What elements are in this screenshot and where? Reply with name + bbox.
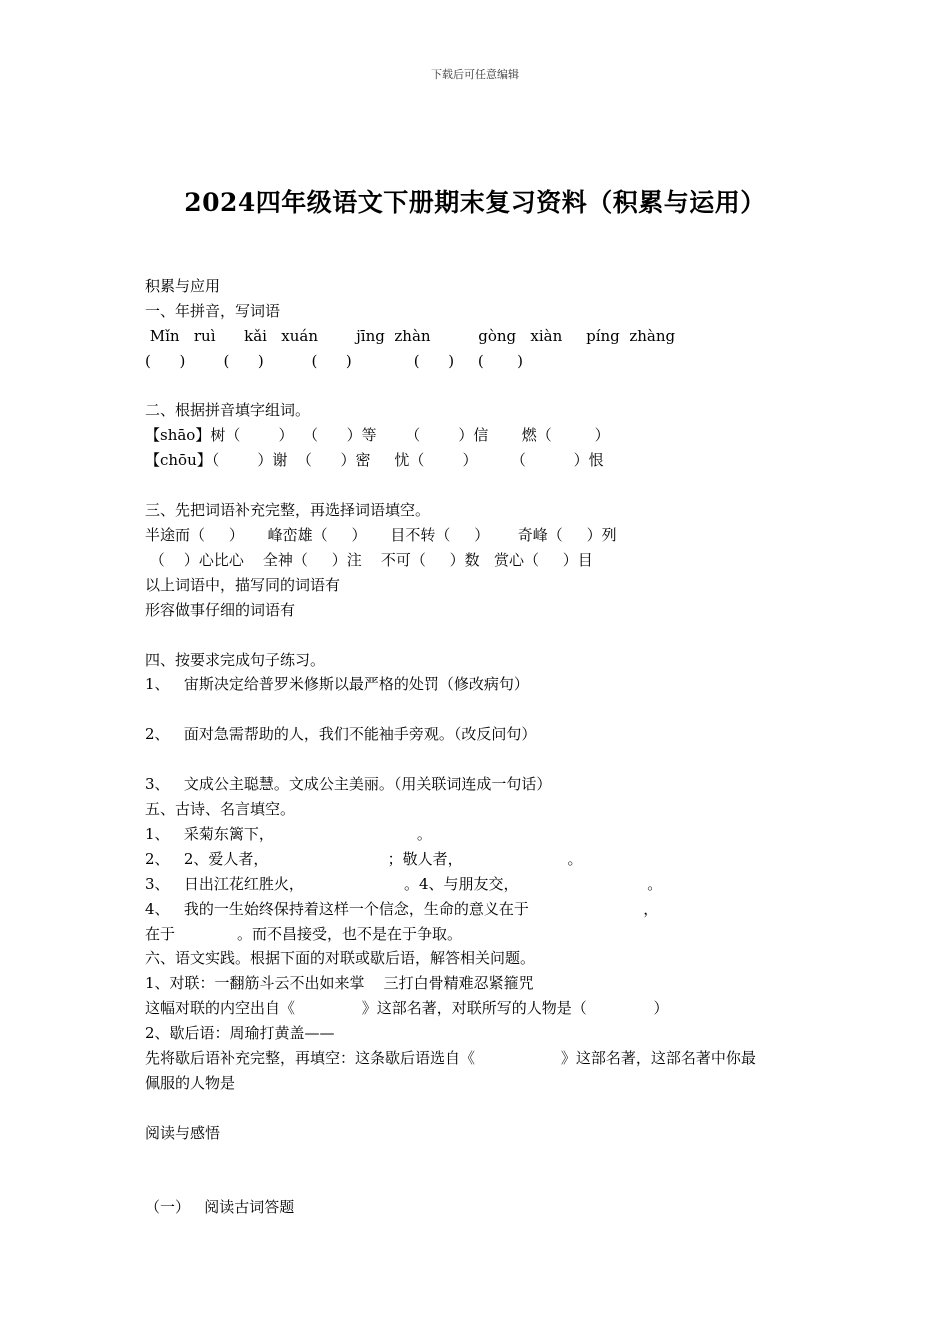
question-line: 以上词语中，描写同的词语有 — [145, 576, 341, 594]
question-line: 3、 文成公主聪慧。文成公主美丽。（用关联词连成一句话） — [145, 775, 552, 793]
page-header: 下载后可任意编辑 — [431, 68, 519, 81]
question-line: 这幅对联的内空出自《 》这部名著，对联所写的人物是（ ） — [145, 999, 669, 1017]
answer-blanks-line: ( ) ( ) ( ) ( ) ( ) — [145, 352, 523, 370]
question-heading: 三、先把词语补充完整，再选择词语填空。 — [145, 501, 431, 519]
question-line: 形容做事仔细的词语有 — [145, 601, 296, 619]
question-heading: 一、年拼音，写词语 — [145, 302, 281, 320]
question-line: 1、 采菊东篱下， 。 — [145, 825, 432, 843]
subsection-heading: （一） 阅读古词答题 — [145, 1198, 295, 1216]
question-line: 佩服的人物是 — [145, 1074, 236, 1092]
question-line: 【chōu】（ ）谢 （ ）密 忧（ ） （ ）恨 — [145, 451, 604, 469]
section-heading: 积累与应用 — [145, 277, 221, 295]
question-line: 先将歇后语补充完整，再填空：这条歇后语选自《 》这部名著，这部名著中你最 — [145, 1049, 756, 1067]
section-heading: 阅读与感悟 — [145, 1124, 221, 1142]
pinyin-line: Mǐn ruì kǎi xuán jīng zhàn gòng xiàn píng zhàng — [145, 327, 676, 345]
question-line: 3、 日出江花红胜火， 。4、与朋友交， 。 — [145, 875, 663, 893]
document-title: 2024四年级语文下册期末复习资料（积累与运用） — [184, 188, 766, 217]
question-line: 2、歇后语：周瑜打黄盖—— — [145, 1024, 335, 1042]
question-line: 2、 面对急需帮助的人，我们不能袖手旁观。（改反问句） — [145, 725, 537, 743]
question-line: 4、 我的一生始终保持着这样一个信念，生命的意义在于 ， — [145, 900, 659, 918]
question-line: （ ）心比心 全神（ ）注 不可（ ）数 赏心（ ）目 — [145, 551, 593, 569]
question-line: 【shāo】树（ ） （ ）等 （ ）信 燃（ ） — [145, 426, 610, 444]
question-line: 在于 。而不昌接受，也不是在于争取。 — [145, 925, 462, 943]
question-heading: 二、根据拼音填字组词。 — [145, 401, 311, 419]
question-heading: 六、语文实践。根据下面的对联或歇后语，解答相关问题。 — [145, 949, 536, 967]
question-line: 半途而（ ） 峰峦雄（ ） 目不转（ ） 奇峰（ ）列 — [145, 526, 617, 544]
question-line: 1、 宙斯决定给普罗米修斯以最严格的处罚（修改病句） — [145, 675, 529, 693]
question-heading: 四、按要求完成句子练习。 — [145, 651, 326, 669]
question-line: 1、对联：一翻筋斗云不出如来掌 三打白骨精难忍紧箍咒 — [145, 974, 534, 992]
question-heading: 五、古诗、名言填空。 — [145, 800, 296, 818]
question-line: 2、 2、爱人者， ；敬人者， 。 — [145, 850, 583, 868]
